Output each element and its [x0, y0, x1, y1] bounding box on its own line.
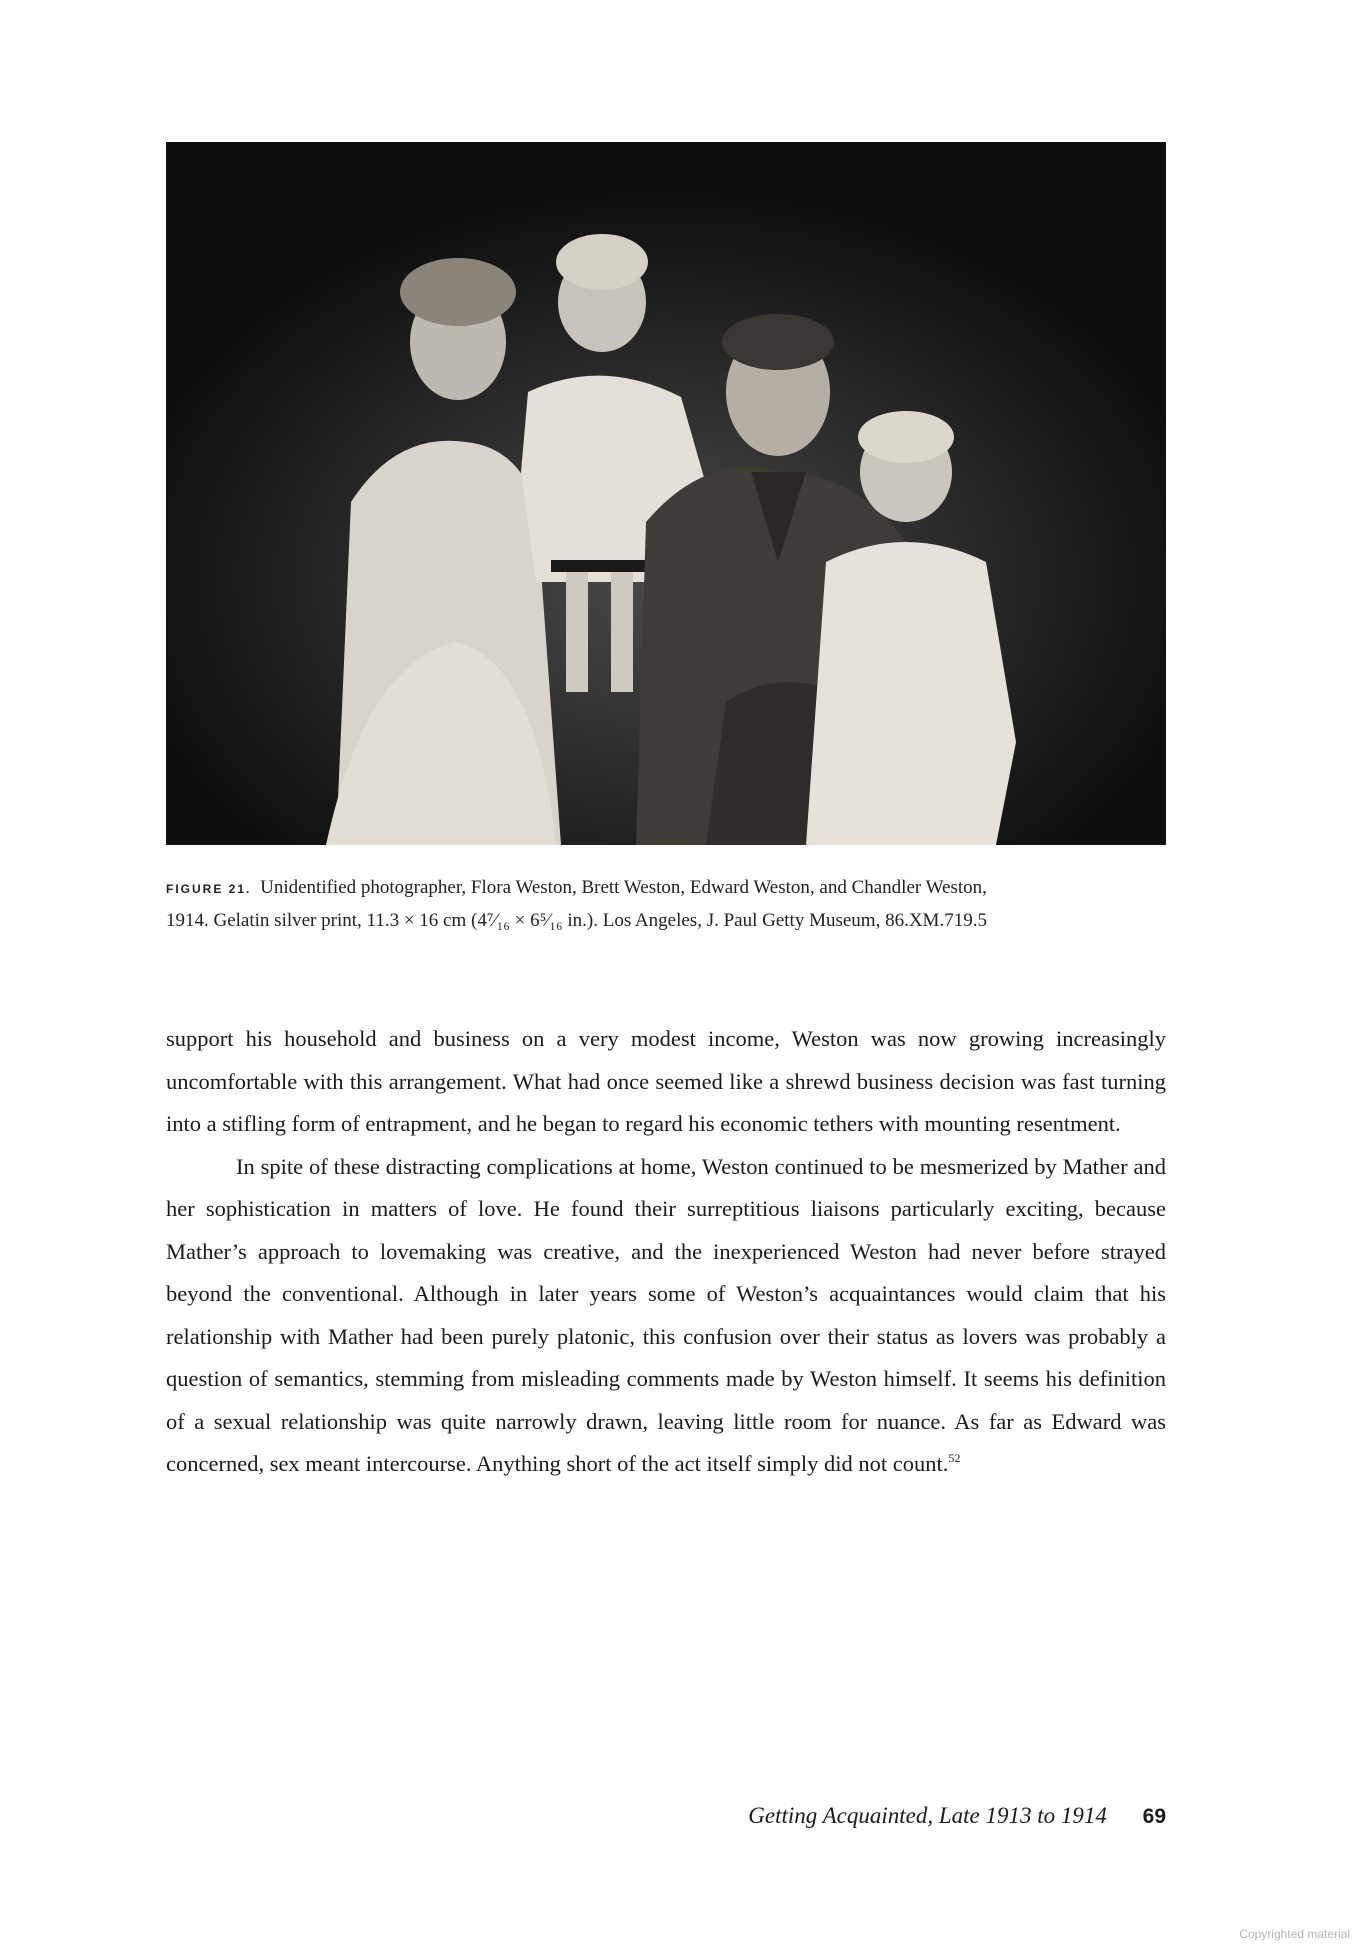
body-text	[166, 1018, 1166, 1486]
paragraph-1: support his household and business on a very modest income, Weston was now growing increasingly uncomfortable with this arrangement. What had once seemed like a shrewd business decision was fast turning into a stifling form of entrapment, and he began to regard his economic tethers with mounting resentment.	[166, 1026, 1166, 1136]
running-footer	[720, 1800, 1166, 1833]
caption-line-1: Unidentified photographer, Flora Weston, Brett Weston, Edward Weston, and Chandler Weston,	[260, 877, 987, 898]
footnote-reference[interactable]: 52	[948, 1451, 961, 1465]
page-number: 69	[1142, 1805, 1166, 1828]
paragraph-2	[166, 1146, 1166, 1486]
family-portrait-image	[166, 142, 1166, 845]
figure-photograph	[166, 142, 1166, 845]
paragraph-2-text: In spite of these distracting complications at home, Weston continued to be mesmerized by Mather and her sophistication in matters of love. He found their surreptitious liaisons particularly exciting, because Mather’s approach to lovemaking was creative, and the inexperienced Weston had never before strayed beyond the conventional. Although in later years some of Weston’s acquaintances would claim that his relationship with Mather had been purely platonic, this confusion over their status as lovers was probably a question of semantics, stemming from misleading comments made by Weston himself. It seems his definition of a sexual relationship was quite narrowly drawn, leaving little room for nuance. As far as Edward was concerned, sex meant intercourse. Anything short of the act itself simply did not count.	[166, 1153, 1166, 1476]
chapter-title: Getting Acquainted, Late 1913 to 1914	[748, 1803, 1107, 1828]
figure-caption	[166, 872, 1166, 937]
caption-line-2: 1914. Gelatin silver print, 11.3 × 16 cm (4⁷⁄₁₆ × 6⁵⁄₁₆ in.). Los Angeles, J. Paul Getty Museum, 86.XM.719.5	[166, 910, 987, 931]
figure-label: FIGURE 21.	[166, 882, 252, 896]
copyright-watermark: Copyrighted material	[1239, 1927, 1350, 1941]
